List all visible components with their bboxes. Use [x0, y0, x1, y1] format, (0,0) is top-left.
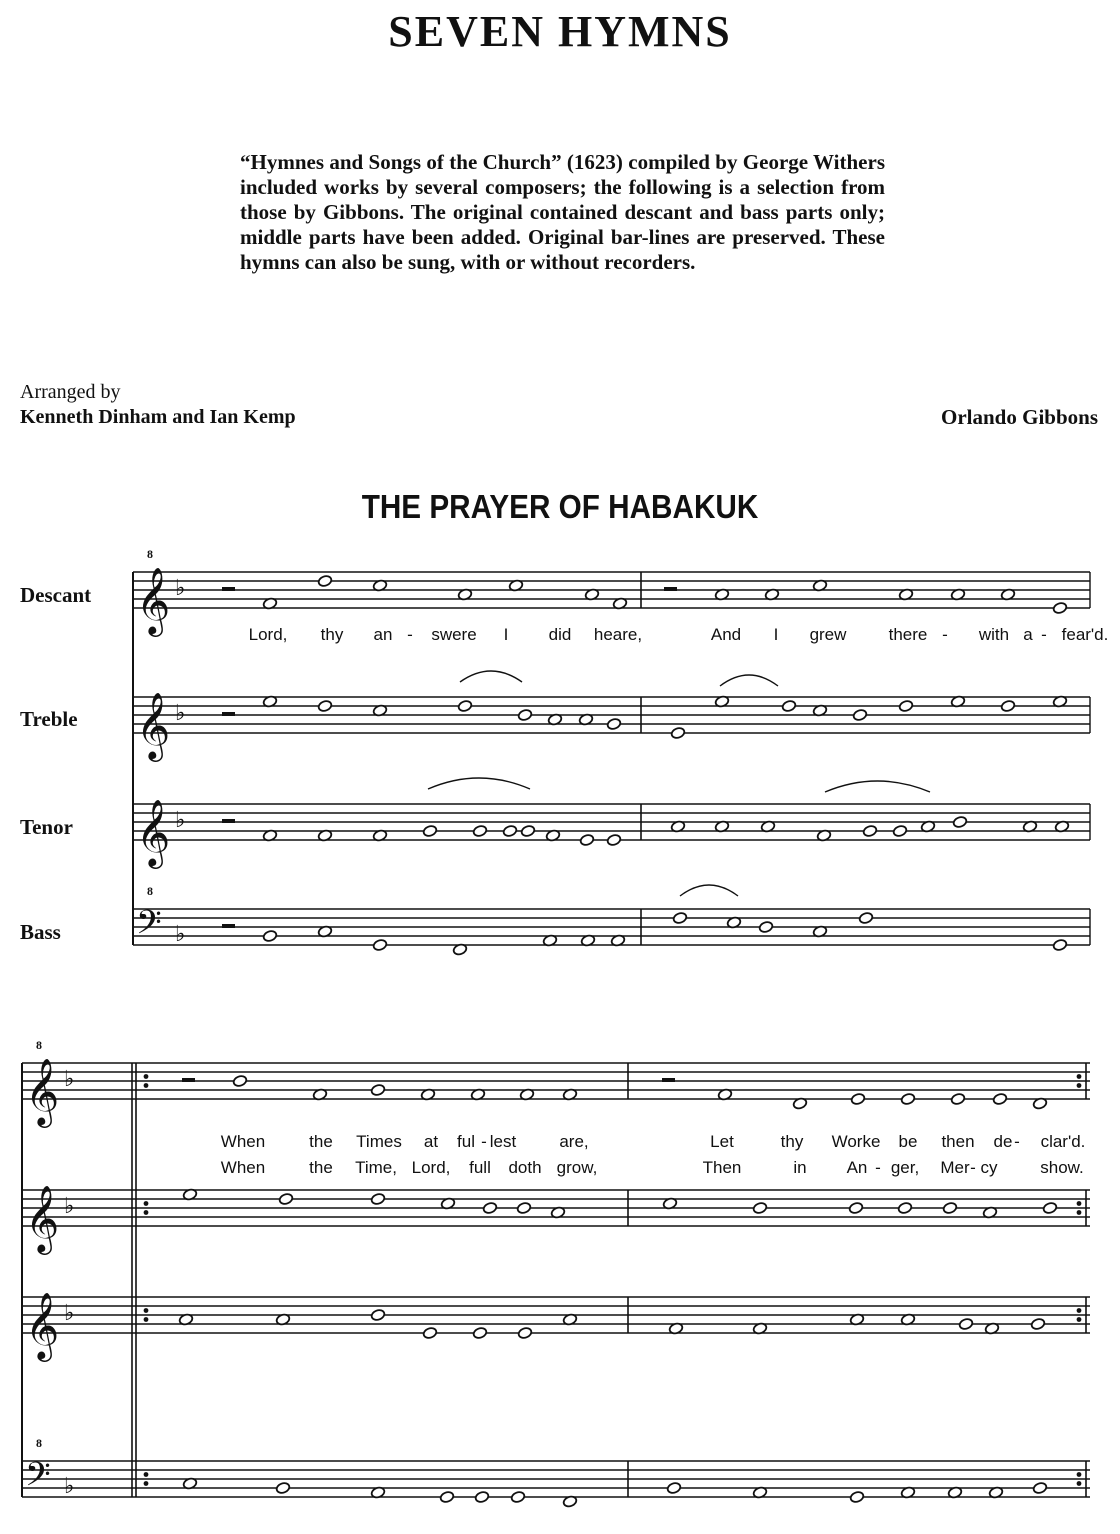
lyric-word: a: [1023, 625, 1033, 644]
lyric-word: And: [710, 625, 742, 644]
slur: [680, 885, 738, 896]
flat-icon: ♭: [64, 1194, 75, 1219]
note-tenor: [422, 824, 437, 837]
lyric-word-verse-1: are,: [559, 1132, 589, 1151]
flat-icon: ♭: [64, 1474, 75, 1499]
treble-clef-icon: 𝄞: [136, 566, 171, 634]
repeat-dot: [1077, 1201, 1082, 1206]
treble-clef-icon: 𝄞: [136, 691, 171, 759]
note-bass: [372, 938, 387, 951]
note-bass: [672, 911, 687, 924]
lyric-word-verse-1: ful: [457, 1132, 475, 1151]
note-treble: [606, 717, 621, 730]
note-treble: [752, 1201, 767, 1214]
repeat-dot: [144, 1210, 149, 1215]
lyric-word-verse-2: Lord,: [411, 1158, 451, 1177]
lyric-word-verse-1: be: [898, 1132, 918, 1151]
note-bass: [262, 929, 277, 942]
lyric-word-verse-1: Worke: [831, 1132, 881, 1151]
lyric-word: swere: [431, 625, 477, 644]
note-treble: [942, 1201, 957, 1214]
slur: [428, 778, 530, 789]
half-rest-icon: [222, 924, 235, 928]
bass-clef-icon: 𝄢: [136, 904, 162, 950]
half-rest-icon: [222, 712, 235, 716]
note-treble: [848, 1201, 863, 1214]
note-descant: [1052, 601, 1067, 614]
note-treble: [482, 1201, 497, 1214]
note-tenor: [370, 1308, 385, 1321]
lyric-word-verse-1: the: [309, 1132, 333, 1151]
slur: [720, 675, 778, 686]
lyric-word-verse-2: Then: [702, 1158, 742, 1177]
staff-tenor-system-2: [22, 1291, 1090, 1362]
lyric-word-verse-2: the: [309, 1158, 333, 1177]
flat-icon: ♭: [175, 576, 186, 601]
lyric-word-verse-1: -: [1014, 1132, 1020, 1151]
note-tenor: [422, 1326, 437, 1339]
lyric-word: -: [942, 625, 948, 644]
octave-mark: 8: [36, 1038, 42, 1052]
note-bass: [1052, 938, 1067, 951]
octave-mark: 8: [36, 1436, 42, 1450]
lyric-word-verse-1: lest: [489, 1132, 517, 1151]
note-tenor: [892, 824, 907, 837]
note-tenor: [502, 824, 517, 837]
lyric-word-verse-2: cy: [980, 1158, 998, 1177]
lyric-word-verse-2: show.: [1040, 1158, 1084, 1177]
note-bass: [439, 1490, 454, 1503]
note-bass: [666, 1481, 681, 1494]
treble-clef-icon: 𝄞: [136, 798, 171, 866]
note-treble: [317, 699, 332, 712]
note-tenor: [520, 824, 535, 837]
staff-treble-system-2: [22, 1184, 1090, 1255]
note-treble: [670, 726, 685, 739]
half-rest-icon: [222, 587, 235, 591]
lyric-word-verse-1: at: [423, 1132, 439, 1151]
lyric-word-verse-2: doth: [508, 1158, 542, 1177]
repeat-dot: [144, 1317, 149, 1322]
note-treble: [852, 708, 867, 721]
half-rest-icon: [222, 819, 235, 823]
half-rest-icon: [182, 1078, 195, 1082]
hymn-title: THE PRAYER OF HABAKUK: [361, 488, 759, 525]
note-bass: [474, 1490, 489, 1503]
lyric-word-verse-1: then: [941, 1132, 975, 1151]
octave-mark: 8: [147, 547, 153, 561]
note-bass: [510, 1490, 525, 1503]
flat-icon: ♭: [64, 1301, 75, 1326]
part-label-bass: Bass: [20, 920, 61, 944]
arranged-by-label: Arranged by: [20, 381, 121, 403]
lyric-word-verse-2: -: [970, 1158, 976, 1177]
treble-clef-icon: 𝄞: [25, 1057, 60, 1125]
repeat-dot: [1077, 1308, 1082, 1313]
note-descant: [950, 1092, 965, 1105]
lyric-word: Lord,: [248, 625, 288, 644]
intro-paragraph: “Hymnes and Songs of the Church” (1623) compiled by George Withers included works by several composers; the following is a selection from those by Gibbons. The original contained descant and bass parts only; middle parts have been added. Original bar-lines are preserved. These hymns can also be sung, with or without recorders.: [240, 150, 885, 274]
lyric-word: thy: [320, 625, 344, 644]
lyric-word-verse-2: When: [220, 1158, 266, 1177]
flat-icon: ♭: [175, 701, 186, 726]
note-tenor: [958, 1317, 973, 1330]
part-label-tenor: Tenor: [20, 815, 73, 839]
note-treble: [1042, 1201, 1057, 1214]
note-tenor: [517, 1326, 532, 1339]
note-treble: [517, 708, 532, 721]
repeat-dot: [1077, 1472, 1082, 1477]
half-rest-icon: [664, 587, 677, 591]
repeat-dot: [144, 1308, 149, 1313]
arranger-names: Kenneth Dinham and Ian Kemp: [20, 406, 296, 428]
note-descant: [317, 574, 332, 587]
collection-title: SEVEN HYMNS: [388, 7, 732, 56]
part-label-descant: Descant: [20, 583, 92, 607]
repeat-dot: [1077, 1074, 1082, 1079]
lyric-word: grew: [809, 625, 847, 644]
note-descant: [232, 1074, 247, 1087]
lyric-word-verse-1: Times: [356, 1132, 402, 1151]
octave-mark: 8: [147, 884, 153, 898]
note-descant: [992, 1092, 1007, 1105]
lyric-word-verse-2: full: [469, 1158, 491, 1177]
note-tenor: [472, 824, 487, 837]
treble-clef-icon: 𝄞: [25, 1184, 60, 1252]
repeat-dot: [144, 1481, 149, 1486]
lyric-word: with: [978, 625, 1010, 644]
note-treble: [781, 699, 796, 712]
lyric-word-verse-2: An: [846, 1158, 868, 1177]
lyric-word: I: [773, 625, 779, 644]
note-bass: [1032, 1481, 1047, 1494]
note-bass: [858, 911, 873, 924]
lyric-word: I: [503, 625, 509, 644]
flat-icon: ♭: [175, 922, 186, 947]
note-tenor: [579, 833, 594, 846]
lyric-word: -: [407, 625, 413, 644]
half-rest-icon: [662, 1078, 675, 1082]
note-descant: [900, 1092, 915, 1105]
note-treble: [278, 1192, 293, 1205]
lyric-word: fear'd.: [1061, 625, 1109, 644]
note-treble: [457, 699, 472, 712]
note-descant: [850, 1092, 865, 1105]
repeat-dot: [1077, 1481, 1082, 1486]
composer-credit: Orlando Gibbons: [941, 405, 1098, 429]
lyric-word-verse-2: Mer: [940, 1158, 970, 1177]
repeat-dot: [1077, 1317, 1082, 1322]
lyric-word-verse-1: Let: [710, 1132, 734, 1151]
flat-icon: ♭: [64, 1067, 75, 1092]
lyric-word-verse-2: in: [793, 1158, 807, 1177]
note-tenor: [862, 824, 877, 837]
lyric-word-verse-1: When: [220, 1132, 266, 1151]
lyric-word-verse-1: de: [993, 1132, 1013, 1151]
lyric-word-verse-2: ger,: [890, 1158, 920, 1177]
lyric-word-verse-1: -: [481, 1132, 487, 1151]
repeat-dot: [1077, 1083, 1082, 1088]
staff-descant-system-2: [22, 1038, 1090, 1128]
lyric-word-verse-1: thy: [780, 1132, 804, 1151]
lyric-word-verse-2: -: [875, 1158, 881, 1177]
staff-bass-system-2: [22, 1436, 1090, 1502]
note-tenor: [1030, 1317, 1045, 1330]
note-treble: [897, 1201, 912, 1214]
note-treble: [370, 1192, 385, 1205]
lyric-word: an: [373, 625, 393, 644]
repeat-dot: [144, 1074, 149, 1079]
note-tenor: [952, 815, 967, 828]
lyric-word: heare,: [593, 625, 643, 644]
lyric-word-verse-2: grow,: [556, 1158, 598, 1177]
note-tenor: [472, 1326, 487, 1339]
flat-icon: ♭: [175, 808, 186, 833]
repeat-dot: [1077, 1210, 1082, 1215]
part-label-treble: Treble: [20, 707, 78, 731]
lyric-word: there: [888, 625, 928, 644]
slur: [825, 781, 930, 792]
note-bass: [275, 1481, 290, 1494]
note-tenor: [606, 833, 621, 846]
note-bass: [758, 920, 773, 933]
repeat-dot: [144, 1083, 149, 1088]
repeat-dot: [144, 1472, 149, 1477]
note-treble: [898, 699, 913, 712]
note-bass: [849, 1490, 864, 1503]
repeat-dot: [144, 1201, 149, 1206]
lyric-word-verse-1: clar'd.: [1040, 1132, 1086, 1151]
note-treble: [516, 1201, 531, 1214]
lyric-word-verse-2: Time,: [355, 1158, 397, 1177]
slur: [460, 671, 522, 682]
note-treble: [1000, 699, 1015, 712]
treble-clef-icon: 𝄞: [25, 1291, 60, 1359]
lyric-word: did: [548, 625, 572, 644]
note-descant: [370, 1083, 385, 1096]
staff-descant-system-1: [133, 547, 1090, 637]
bass-clef-icon: 𝄢: [25, 1456, 51, 1502]
lyric-word: -: [1041, 625, 1047, 644]
